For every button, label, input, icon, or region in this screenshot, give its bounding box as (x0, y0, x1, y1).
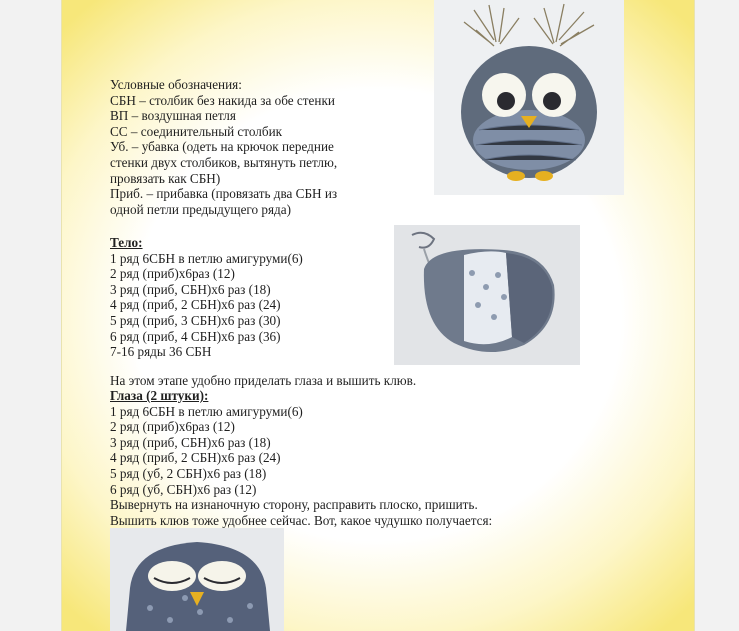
pattern-row: 4 ряд (приб, 2 СБН)х6 раз (24) (110, 450, 281, 466)
legend-line: стенки двух столбиков, вытянуть петлю, (110, 154, 338, 170)
body-section (110, 235, 303, 360)
owl-eyes-photo (110, 528, 284, 631)
pattern-row: 7-16 ряды 36 СБН (110, 344, 212, 360)
legend-line: Уб. – убавка (одеть на крючок передние (110, 139, 334, 155)
pattern-row: 6 ряд (приб, 4 СБН)х6 раз (36) (110, 328, 281, 344)
instruction-line: Вышить клюв тоже удобнее сейчас. Вот, какое чудушко получается: (110, 512, 493, 528)
pattern-row: 3 ряд (приб, СБН)х6 раз (18) (110, 434, 271, 450)
eyes-section (110, 388, 492, 528)
eyes-heading: Глаза (2 штуки): (110, 388, 209, 403)
body-heading: Тело: (110, 235, 143, 250)
legend-block (110, 77, 337, 217)
note-text: На этом этапе удобно приделать глаза и вышить клюв. (110, 373, 417, 388)
legend-title: Условные обозначения: (110, 77, 242, 92)
pattern-row: 1 ряд 6СБН в петлю амигуруми(6) (110, 403, 303, 419)
legend-line: ВП – воздушная петля (110, 108, 236, 124)
legend-line: СБН – столбик без накида за обе стенки (110, 92, 335, 108)
legend-line: одной петли предыдущего ряда) (110, 201, 292, 217)
pattern-row: 4 ряд (приб, 2 СБН)х6 раз (24) (110, 297, 281, 313)
pattern-row: 3 ряд (приб, СБН)х6 раз (18) (110, 281, 271, 297)
pattern-row: 2 ряд (приб)х6раз (12) (110, 419, 235, 435)
pattern-row: 5 ряд (уб, 2 СБН)х6 раз (18) (110, 465, 267, 481)
legend-line: СС – соединительный столбик (110, 123, 283, 139)
instruction-line: Вывернуть на изнаночную сторону, расправить плоско, пришить. (110, 497, 478, 513)
legend-line: Приб. – прибавка (провязать два СБН из (110, 186, 338, 202)
pattern-row: 1 ряд 6СБН в петлю амигуруми(6) (110, 250, 303, 266)
pattern-row: 5 ряд (приб, 3 СБН)х6 раз (30) (110, 312, 281, 328)
pattern-row: 2 ряд (приб)х6раз (12) (110, 266, 235, 282)
owl-photo (434, 0, 624, 195)
pattern-row: 6 ряд (уб, СБН)х6 раз (12) (110, 481, 257, 497)
crochet-body-photo (394, 225, 580, 365)
legend-line: провязать как СБН) (110, 170, 221, 186)
document-page (62, 0, 694, 631)
